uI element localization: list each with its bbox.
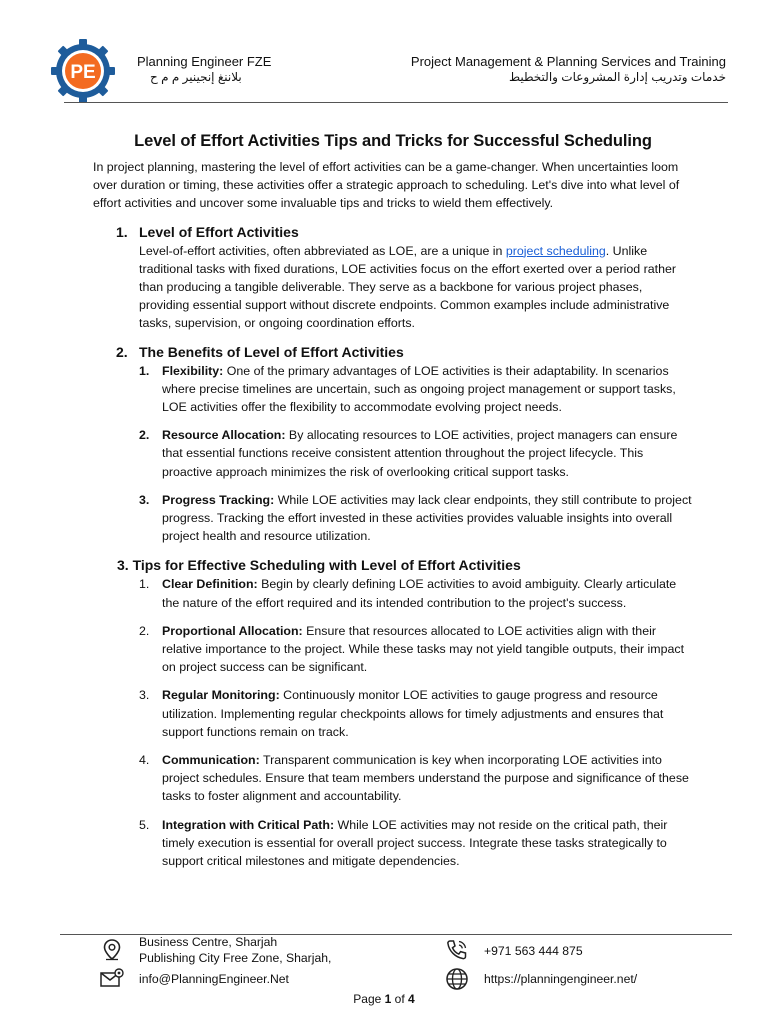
company-name-en: Planning Engineer FZE xyxy=(137,54,272,69)
list-body: Ensure that resources allocated to LOE activities align with their relative importance to the project. While these tasks may not yield tangible outputs, their impact on project success can be significant. xyxy=(162,623,685,675)
list-item xyxy=(139,751,693,806)
list-text xyxy=(162,362,693,417)
header-divider xyxy=(64,102,728,103)
services-tagline-ar: خدمات وتدريب إدارة المشروعات والتخطيط xyxy=(508,70,726,84)
list-text xyxy=(162,622,693,677)
list-body: Begin by clearly defining LOE activities to avoid ambiguity. Clearly articulate the nature of the effort required and its intended contribution to the project's success. xyxy=(162,577,677,610)
section-title: Level of Effort Activities xyxy=(139,223,299,240)
address-line-1: Business Centre, Sharjah xyxy=(139,935,278,949)
page-label: Page xyxy=(353,992,382,1006)
list-lead: Progress Tracking: xyxy=(162,492,275,507)
list-body: Transparent communication is key when incorporating LOE activities into project schedules. Ensure that team members understand the purpose and significance of these tasks to foster alignment and accountability. xyxy=(162,753,689,804)
list-number: 3. xyxy=(139,492,150,507)
list-item xyxy=(139,426,693,481)
list-text xyxy=(162,575,693,611)
company-logo xyxy=(50,38,116,104)
address-line-2: Publishing City Free Zone, Sharjah, xyxy=(139,951,332,965)
intro-paragraph: In project planning, mastering the level of effort activities can be a game-changer. When uncertainties loom over duration or timing, these activities offer a strategic approach to scheduling. Let's dive into what level of effort activities and uncover some invaluable tips and tricks to wield them effectively. xyxy=(93,160,680,211)
section-number: 1. xyxy=(116,223,128,240)
section-2 xyxy=(116,342,693,546)
list-number: 2. xyxy=(139,623,150,638)
list-lead: Clear Definition: xyxy=(162,577,258,592)
page-total: 4 xyxy=(408,992,415,1006)
list-lead: Regular Monitoring: xyxy=(162,688,280,703)
location-pin-icon xyxy=(99,937,125,963)
email-icon xyxy=(99,966,125,992)
section-3-heading: 3. Tips for Effective Scheduling with Level of Effort Activities xyxy=(117,557,521,574)
list-item xyxy=(139,362,693,417)
list-text xyxy=(162,491,693,546)
list-text xyxy=(162,426,693,481)
page-header xyxy=(0,0,768,104)
list-item xyxy=(139,816,693,871)
list-body: While LOE activities may lack clear endpoints, they still contribute to project progress. Tracking the effort invested in these activities provides valuable insights into overall project health and resource utilization. xyxy=(162,492,692,544)
section-1-text-post: . Unlike traditional tasks with fixed durations, LOE activities focus on the effort exerted over a period rather than producing a tangible deliverable. They serve as a backbone for various project phases, providing essential support without discrete endpoints. Common examples include administrative tasks, supervision, or ongoing coordination efforts. xyxy=(139,243,676,331)
globe-icon xyxy=(444,966,470,992)
phone-icon xyxy=(444,937,470,963)
page-current: 1 xyxy=(384,992,392,1006)
list-lead: Proportional Allocation: xyxy=(162,623,303,638)
tips-list xyxy=(139,575,693,870)
list-number: 4. xyxy=(139,753,150,768)
section-1-text-pre: Level-of-effort activities, often abbreviated as LOE, are a unique in xyxy=(139,243,506,258)
section-1-heading xyxy=(116,222,693,242)
list-body: By allocating resources to LOE activities, project managers can ensure that essential functions receive consistent attention throughout the project lifecycle. This proactive approach minimizes the risk of overlooking critical support tasks. xyxy=(162,428,678,479)
list-text xyxy=(162,816,693,871)
section-1 xyxy=(116,222,693,333)
list-item xyxy=(139,622,693,677)
website-link[interactable]: https://planningengineer.net/ xyxy=(484,972,638,986)
list-lead: Integration with Critical Path: xyxy=(162,817,335,832)
list-lead: Resource Allocation: xyxy=(162,428,286,443)
list-number: 1. xyxy=(139,577,150,592)
services-tagline-en: Project Management & Planning Services and Training xyxy=(410,54,726,69)
section-title: The Benefits of Level of Effort Activities xyxy=(139,343,404,360)
email-link[interactable]: info@PlanningEngineer.Net xyxy=(139,972,289,986)
list-number: 5. xyxy=(139,817,150,832)
list-item xyxy=(139,686,693,741)
benefits-list xyxy=(139,362,693,546)
list-text xyxy=(162,751,693,806)
list-body: While LOE activities may not reside on the critical path, their timely execution is essential for overall project success. Integrate these tasks strategically to support critical milestones and mitigate dependencies. xyxy=(162,817,668,869)
document-body xyxy=(93,130,693,880)
list-lead: Communication: xyxy=(162,753,260,768)
section-1-body xyxy=(139,242,693,333)
list-item xyxy=(139,491,693,546)
list-lead: Flexibility: xyxy=(162,363,224,378)
list-body: One of the primary advantages of LOE activities is their adaptability. In scenarios where precise timelines are uncertain, such as ongoing project management or support tasks, LOE activities offer the flexibility to accommodate evolving project needs. xyxy=(162,363,676,415)
svg-text:PE: PE xyxy=(70,62,96,83)
section-number: 2. xyxy=(116,343,128,360)
document-title: Level of Effort Activities Tips and Tricks for Successful Scheduling xyxy=(134,132,652,150)
list-item xyxy=(139,575,693,611)
list-number: 3. xyxy=(139,688,150,703)
section-2-heading xyxy=(116,342,693,362)
company-name-ar: بلاننغ إنجينير م م ح xyxy=(150,70,242,84)
project-scheduling-link[interactable]: project scheduling xyxy=(505,243,606,258)
phone-number[interactable]: +971 563 444 875 xyxy=(484,944,583,958)
page-number xyxy=(0,992,768,1006)
section-3 xyxy=(93,555,693,870)
list-text xyxy=(162,686,693,741)
list-body: Continuously monitor LOE activities to gauge progress and resource utilization. Implementing regular checkpoints allows for timely adjustments and ensures that support functions remain on track. xyxy=(162,688,664,739)
page-of: of xyxy=(394,992,405,1006)
list-number: 1. xyxy=(139,363,150,378)
list-number: 2. xyxy=(139,428,150,443)
